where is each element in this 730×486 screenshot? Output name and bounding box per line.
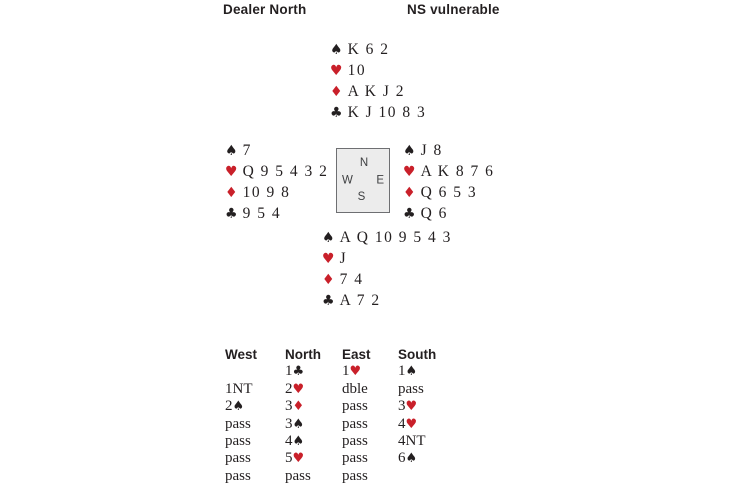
compass-east-label: E: [376, 173, 384, 186]
card-ranks: Q 6: [420, 204, 448, 222]
dealer-label: Dealer North: [223, 2, 307, 17]
card-ranks: Q 6 5 3: [420, 183, 478, 201]
auction-bid: pass: [398, 380, 424, 397]
heart-icon: ♥: [330, 62, 343, 79]
heart-icon: ♥: [322, 250, 335, 267]
west-clubs-holding: [225, 203, 328, 224]
card-ranks: J: [339, 249, 348, 267]
west-spades-holding: [225, 140, 328, 161]
heart-icon: ♥: [225, 163, 238, 180]
heart-icon: ♥: [349, 364, 362, 380]
auction-bid: 1♥: [342, 363, 362, 380]
club-icon: ♣: [403, 205, 416, 222]
auction-row: [225, 416, 470, 433]
heart-icon: ♥: [403, 163, 416, 180]
card-ranks: A Q 10 9 5 4 3: [339, 228, 452, 246]
north-hand: [330, 39, 426, 123]
spade-icon: ♠: [405, 364, 418, 380]
heart-icon: ♥: [405, 416, 418, 432]
club-icon: ♣: [225, 205, 238, 222]
north-spades-holding: [330, 39, 426, 60]
north-hearts-holding: [330, 60, 426, 81]
auction-bid: pass: [342, 432, 368, 449]
card-ranks: 7: [242, 141, 252, 159]
auction-bid: 3♦: [285, 398, 305, 415]
south-clubs-holding: [322, 290, 452, 311]
auction-bid: 4♥: [398, 415, 418, 432]
spade-icon: ♠: [405, 451, 418, 467]
club-icon: ♣: [292, 364, 305, 380]
east-hearts-holding: [403, 161, 494, 182]
east-diamonds-holding: [403, 182, 494, 203]
south-spades-holding: [322, 227, 452, 248]
spade-icon: ♠: [322, 229, 335, 246]
auction-bid: pass: [225, 415, 251, 432]
auction-header-east: East: [342, 347, 371, 362]
diamond-icon: ♦: [403, 184, 416, 201]
auction-bid: 2♠: [225, 398, 245, 415]
south-diamonds-holding: [322, 269, 452, 290]
auction-header-west: West: [225, 347, 258, 362]
auction-bid: pass: [342, 467, 368, 484]
club-icon: ♣: [322, 292, 335, 309]
card-ranks: J 8: [420, 141, 443, 159]
diamond-icon: ♦: [225, 184, 238, 201]
west-diamonds-holding: [225, 182, 328, 203]
auction-row: [225, 363, 470, 380]
compass-north-label: N: [359, 157, 369, 169]
auction-bid: pass: [285, 467, 311, 484]
south-hearts-holding: [322, 248, 452, 269]
auction-row: [225, 450, 470, 467]
east-spades-holding: [403, 140, 494, 161]
auction-header-north: North: [285, 347, 321, 362]
auction-bid: 2♥: [285, 380, 305, 397]
auction-bid: 6♠: [398, 450, 418, 467]
spade-icon: ♠: [292, 433, 305, 449]
compass-south-label: S: [357, 190, 366, 203]
auction-row: [225, 381, 470, 398]
heart-icon: ♥: [292, 451, 305, 467]
auction-bid: 5♥: [285, 450, 305, 467]
card-ranks: 10 9 8: [242, 183, 291, 201]
spade-icon: ♠: [232, 399, 245, 415]
auction-bid: 4♠: [285, 432, 305, 449]
auction-bid: pass: [342, 450, 368, 467]
auction-row: [225, 398, 470, 415]
card-ranks: 7 4: [339, 270, 364, 288]
auction-bid: pass: [342, 415, 368, 432]
heart-icon: ♥: [405, 399, 418, 415]
auction-row: [225, 433, 470, 450]
compass-west-label: W: [342, 173, 353, 186]
heart-icon: ♥: [292, 381, 305, 397]
auction-header-south: South: [398, 347, 437, 362]
auction-bid: dble: [342, 380, 368, 397]
card-ranks: A 7 2: [339, 291, 381, 309]
auction-bid: pass: [225, 450, 251, 467]
auction-bid: 1♣: [285, 363, 305, 380]
diamond-icon: ♦: [330, 83, 343, 100]
spade-icon: ♠: [292, 416, 305, 432]
card-ranks: A K 8 7 6: [420, 162, 495, 180]
compass-box: [336, 148, 390, 213]
card-ranks: Q 9 5 4 3 2: [242, 162, 329, 180]
card-ranks: K J 10 8 3: [347, 103, 427, 121]
auction-row: [225, 468, 470, 485]
auction-bid: 4NT: [398, 432, 426, 449]
west-hand: [225, 140, 328, 224]
auction-bid: 1NT: [225, 380, 253, 397]
spade-icon: ♠: [330, 41, 343, 58]
spade-icon: ♠: [225, 142, 238, 159]
card-ranks: 9 5 4: [242, 204, 282, 222]
east-hand: [403, 140, 494, 224]
auction-bid: 1♠: [398, 363, 418, 380]
auction-bid: pass: [225, 467, 251, 484]
auction-header-row: [225, 346, 470, 363]
auction-bid: pass: [225, 432, 251, 449]
auction-bid: 3♠: [285, 415, 305, 432]
vulnerability-label: NS vulnerable: [407, 2, 500, 17]
spade-icon: ♠: [403, 142, 416, 159]
auction-bid: 3♥: [398, 398, 418, 415]
east-clubs-holding: [403, 203, 494, 224]
auction-bid: pass: [342, 398, 368, 415]
card-ranks: K 6 2: [347, 40, 390, 58]
west-hearts-holding: [225, 161, 328, 182]
north-diamonds-holding: [330, 81, 426, 102]
north-clubs-holding: [330, 102, 426, 123]
card-ranks: 10: [347, 61, 367, 79]
diamond-icon: ♦: [322, 271, 335, 288]
card-ranks: A K J 2: [347, 82, 406, 100]
auction-table: [225, 346, 470, 485]
diamond-icon: ♦: [292, 399, 305, 415]
south-hand: [322, 227, 452, 311]
club-icon: ♣: [330, 104, 343, 121]
